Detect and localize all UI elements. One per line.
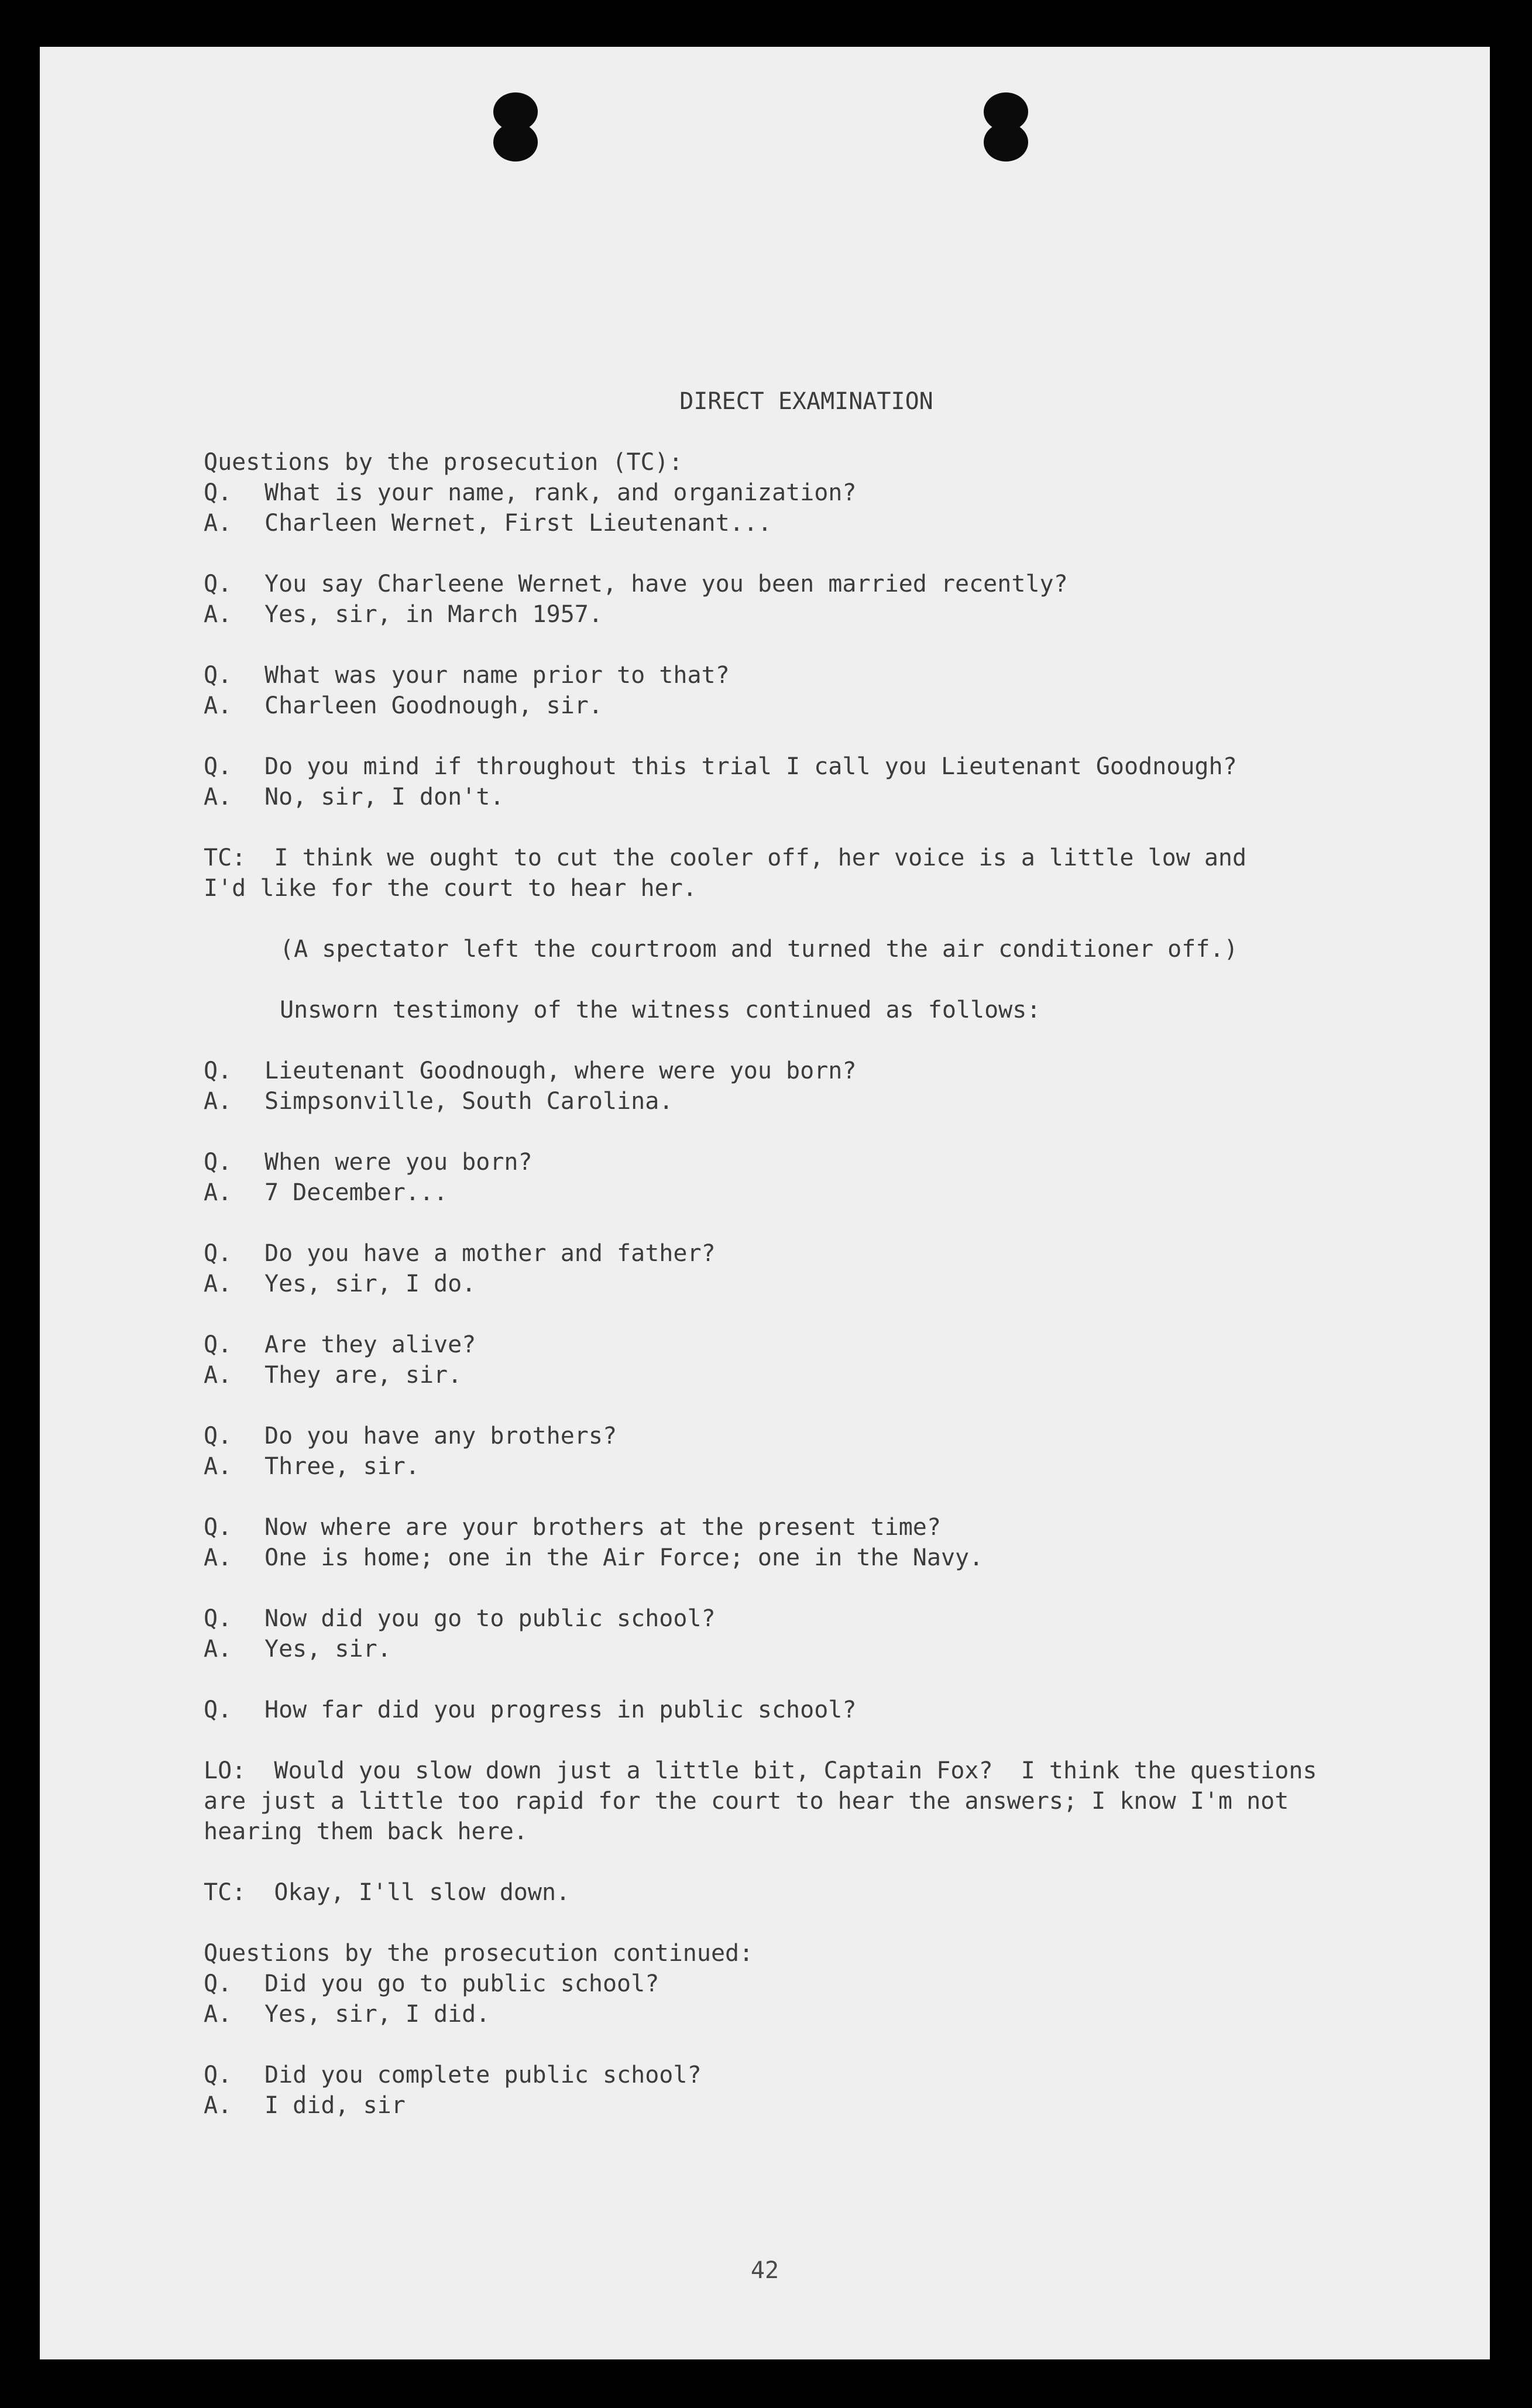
- question-line: [204, 660, 1444, 691]
- qa-label: A.: [204, 1636, 232, 1662]
- document-title: DIRECT EXAMINATION: [679, 388, 933, 415]
- qa-label: A.: [204, 1362, 232, 1389]
- statement-line: are just a little too rapid for the court to hear the answers; I know I'm not: [204, 1788, 1289, 1815]
- qa-label: Q.: [204, 479, 232, 506]
- qa-text: They are, sir.: [265, 1362, 462, 1389]
- transcript-lines: [204, 447, 1444, 2121]
- blank-line: [204, 1482, 1444, 1512]
- blank-line: [204, 904, 1444, 934]
- qa-text: What was your name prior to that?: [265, 662, 730, 689]
- blank-line: [204, 1117, 1444, 1147]
- answer-line: [204, 2090, 1444, 2121]
- qa-label: Q.: [204, 1970, 232, 1997]
- question-line: [204, 1695, 1444, 1725]
- answer-line: [204, 691, 1444, 721]
- answer-line: [204, 1177, 1444, 1208]
- qa-label: A.: [204, 1270, 232, 1297]
- answer-line: [204, 1451, 1444, 1482]
- qa-label: Q.: [204, 1514, 232, 1541]
- question-line: [204, 1603, 1444, 1634]
- blank-line: [204, 1208, 1444, 1238]
- statement-line: I'd like for the court to hear her.: [204, 875, 697, 902]
- answer-line: [204, 1360, 1444, 1390]
- qa-label: Q.: [204, 1605, 232, 1632]
- qa-label: A.: [204, 692, 232, 719]
- qa-text: How far did you progress in public school?: [265, 1696, 857, 1723]
- qa-label: Q.: [204, 662, 232, 689]
- document-page: [40, 47, 1490, 2359]
- question-line: [204, 1421, 1444, 1451]
- qa-text: Yes, sir, in March 1957.: [265, 601, 603, 628]
- question-line: [204, 478, 1444, 508]
- qa-label: A.: [204, 784, 232, 810]
- qa-label: A.: [204, 1179, 232, 1206]
- answer-line: [204, 1634, 1444, 1664]
- answer-line: [204, 1543, 1444, 1573]
- blank-line: [204, 964, 1444, 995]
- qa-label: Q.: [204, 1149, 232, 1176]
- qa-label: Q.: [204, 2062, 232, 2088]
- qa-text: I did, sir: [265, 2092, 406, 2119]
- qa-label: A.: [204, 2001, 232, 2028]
- answer-line: [204, 1999, 1444, 2029]
- qa-text: You say Charleene Wernet, have you been married recently?: [265, 571, 1068, 597]
- qa-text: No, sir, I don't.: [265, 784, 504, 810]
- qa-text: Do you mind if throughout this trial I call you Lieutenant Goodnough?: [265, 753, 1237, 780]
- question-line: [204, 751, 1444, 782]
- qa-text: Yes, sir, I did.: [265, 2001, 490, 2028]
- qa-text: One is home; one in the Air Force; one in the Navy.: [265, 1544, 984, 1571]
- statement-line: hearing them back here.: [204, 1818, 528, 1845]
- blank-line: [204, 721, 1444, 751]
- answer-line: [204, 1086, 1444, 1117]
- blank-line: [204, 1025, 1444, 1056]
- qa-label: Q.: [204, 1057, 232, 1084]
- qa-label: A.: [204, 1544, 232, 1571]
- blank-line: [204, 1908, 1444, 1938]
- blank-line: [204, 1573, 1444, 1603]
- question-line: [204, 1147, 1444, 1177]
- qa-text: What is your name, rank, and organization?: [265, 479, 857, 506]
- qa-text: Did you complete public school?: [265, 2062, 702, 2088]
- qa-text: Do you have any brothers?: [265, 1423, 617, 1449]
- qa-text: Yes, sir.: [265, 1636, 391, 1662]
- qa-text: Charleen Goodnough, sir.: [265, 692, 603, 719]
- qa-label: A.: [204, 1088, 232, 1115]
- question-line: [204, 1969, 1444, 1999]
- parenthetical-line: (A spectator left the courtroom and turned the air conditioner off.): [280, 936, 1238, 963]
- question-line: [204, 569, 1444, 599]
- blank-line: [204, 1299, 1444, 1330]
- blank-line: [204, 538, 1444, 569]
- qa-label: Q.: [204, 1696, 232, 1723]
- punch-hole-right: [984, 92, 1028, 162]
- question-line: [204, 1238, 1444, 1269]
- question-line: [204, 2060, 1444, 2090]
- blank-line: [204, 1725, 1444, 1756]
- statement-line: Questions by the prosecution continued:: [204, 1940, 754, 1967]
- qa-text: Are they alive?: [265, 1331, 476, 1358]
- qa-text: Did you go to public school?: [265, 1970, 659, 1997]
- blank-line: [204, 812, 1444, 843]
- qa-label: A.: [204, 510, 232, 537]
- transcript-body: [204, 386, 1444, 2121]
- page-number: 42: [750, 2257, 779, 2284]
- statement-line: TC: Okay, I'll slow down.: [204, 1879, 571, 1906]
- blank-line: [204, 1664, 1444, 1695]
- qa-label: Q.: [204, 1240, 232, 1267]
- qa-label: Q.: [204, 753, 232, 780]
- qa-text: 7 December...: [265, 1179, 448, 1206]
- punch-hole-left: [493, 92, 538, 162]
- qa-text: Do you have a mother and father?: [265, 1240, 716, 1267]
- qa-text: Lieutenant Goodnough, where were you born?: [265, 1057, 857, 1084]
- qa-text: Yes, sir, I do.: [265, 1270, 476, 1297]
- qa-text: Charleen Wernet, First Lieutenant...: [265, 510, 772, 537]
- qa-label: A.: [204, 601, 232, 628]
- blank-line: [204, 1847, 1444, 1877]
- qa-text: When were you born?: [265, 1149, 533, 1176]
- qa-label: A.: [204, 1453, 232, 1480]
- qa-text: Simpsonville, South Carolina.: [265, 1088, 674, 1115]
- parenthetical-line: Unsworn testimony of the witness continued as follows:: [280, 997, 1041, 1023]
- question-line: [204, 1330, 1444, 1360]
- statement-line: TC: I think we ought to cut the cooler off, her voice is a little low and: [204, 844, 1247, 871]
- statement-line: Questions by the prosecution (TC):: [204, 449, 683, 476]
- blank-line: [204, 2029, 1444, 2060]
- qa-label: Q.: [204, 1331, 232, 1358]
- answer-line: [204, 1269, 1444, 1299]
- statement-line: LO: Would you slow down just a little bit, Captain Fox? I think the questions: [204, 1757, 1317, 1784]
- question-line: [204, 1056, 1444, 1086]
- answer-line: [204, 599, 1444, 630]
- answer-line: [204, 782, 1444, 812]
- qa-label: A.: [204, 2092, 232, 2119]
- blank-line: [204, 630, 1444, 660]
- question-line: [204, 1512, 1444, 1543]
- qa-text: Three, sir.: [265, 1453, 420, 1480]
- qa-text: Now did you go to public school?: [265, 1605, 716, 1632]
- qa-text: Now where are your brothers at the present time?: [265, 1514, 941, 1541]
- qa-label: Q.: [204, 571, 232, 597]
- qa-label: Q.: [204, 1423, 232, 1449]
- answer-line: [204, 508, 1444, 538]
- blank-line: [204, 1390, 1444, 1421]
